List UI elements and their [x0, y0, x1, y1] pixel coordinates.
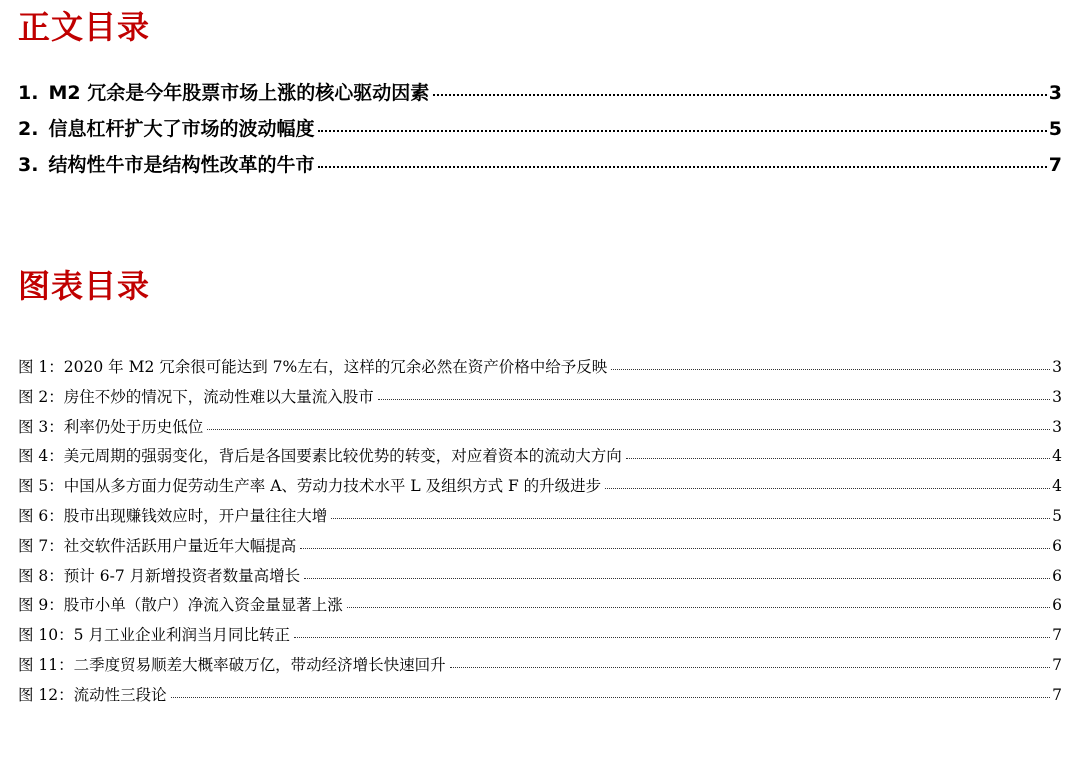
dot-leader: [347, 607, 1050, 608]
dot-leader: [171, 697, 1050, 698]
figure-list: [18, 355, 1062, 713]
dot-leader: [605, 488, 1050, 489]
toc-entry-page[interactable]: 5: [1048, 118, 1062, 140]
figure-entry[interactable]: [18, 444, 1062, 474]
toc-entry-number: 1.: [18, 82, 39, 104]
toc-entry-page[interactable]: 7: [1048, 154, 1062, 176]
toc-entry-number: 3.: [18, 154, 39, 176]
figure-entry[interactable]: [18, 564, 1062, 594]
figure-entry-page[interactable]: 6: [1052, 596, 1062, 615]
figures-heading: 图表目录: [18, 267, 151, 305]
figure-entry[interactable]: [18, 593, 1062, 623]
figure-entry-page[interactable]: 7: [1052, 655, 1062, 674]
dot-leader: [626, 458, 1050, 459]
figure-entry-title[interactable]: 股市出现赚钱效应时，开户量往往大增: [63, 506, 328, 525]
figure-entry-label: 图 10：: [18, 626, 74, 645]
figure-entry-title[interactable]: 5 月工业企业利润当月同比转正: [73, 626, 290, 645]
figure-entry-label: 图 8：: [18, 566, 64, 585]
figure-entry[interactable]: [18, 474, 1062, 504]
figure-entry[interactable]: [18, 683, 1062, 713]
toc-heading: 正文目录: [18, 8, 151, 46]
figure-entry-label: 图 7：: [18, 536, 64, 555]
figure-entry-title[interactable]: 股市小单（散户）净流入资金量显著上涨: [63, 596, 343, 615]
figure-entry-label: 图 1：: [18, 358, 64, 376]
figure-entry-label: 图 4：: [18, 447, 64, 466]
toc-list: [18, 78, 1062, 186]
toc-entry-title[interactable]: M2 冗余是今年股票市场上涨的核心驱动因素: [48, 82, 430, 104]
figure-entry-label: 图 11：: [18, 655, 74, 674]
toc-entry[interactable]: [18, 78, 1062, 114]
figure-entry-label: 图 5：: [18, 477, 64, 496]
figure-entry-title[interactable]: 流动性三段论: [73, 685, 167, 704]
dot-leader: [304, 578, 1050, 579]
figure-entry[interactable]: [18, 415, 1062, 445]
figure-entry-label: 图 9：: [18, 596, 64, 615]
figure-entry[interactable]: [18, 623, 1062, 653]
dot-leader: [450, 667, 1050, 668]
figure-entry-title[interactable]: 二季度贸易顺差大概率破万亿，带动经济增长快速回升: [73, 655, 446, 674]
figure-entry-page[interactable]: 5: [1052, 506, 1062, 525]
figure-entry[interactable]: [18, 385, 1062, 415]
dot-leader: [331, 518, 1050, 519]
figure-entry-title[interactable]: 房住不炒的情况下，流动性难以大量流入股市: [63, 387, 374, 406]
figure-entry-title[interactable]: 利率仍处于历史低位: [63, 417, 204, 436]
figure-entry-label: 图 2：: [18, 387, 64, 406]
figure-entry-label: 图 12：: [18, 685, 74, 704]
toc-entry[interactable]: [18, 150, 1062, 186]
figure-entry-page[interactable]: 3: [1052, 358, 1062, 376]
figure-entry-page[interactable]: 6: [1052, 566, 1062, 585]
dot-leader: [611, 369, 1050, 370]
toc-entry-page[interactable]: 3: [1048, 82, 1062, 104]
dot-leader: [433, 94, 1047, 96]
dot-leader: [207, 429, 1050, 430]
figure-entry-page[interactable]: 4: [1052, 447, 1062, 466]
figure-entry-label: 图 3：: [18, 417, 64, 436]
figure-entry[interactable]: [18, 504, 1062, 534]
dot-leader: [318, 166, 1046, 168]
dot-leader: [318, 130, 1046, 132]
toc-entry-title[interactable]: 结构性牛市是结构性改革的牛市: [48, 154, 315, 176]
figure-entry-page[interactable]: 6: [1052, 536, 1062, 555]
figure-entry-page[interactable]: 3: [1052, 387, 1062, 406]
figure-entry-title[interactable]: 2020 年 M2 冗余很可能达到 7%左右，这样的冗余必然在资产价格中给予反映: [63, 358, 608, 376]
figure-entry-title[interactable]: 中国从多方面力促劳动生产率 A、劳动力技术水平 L 及组织方式 F 的升级进步: [63, 477, 602, 496]
figure-entry-label: 图 6：: [18, 506, 64, 525]
dot-leader: [300, 548, 1050, 549]
figure-entry-page[interactable]: 4: [1052, 477, 1062, 496]
toc-entry[interactable]: [18, 114, 1062, 150]
figure-entry-title[interactable]: 社交软件活跃用户量近年大幅提高: [63, 536, 297, 555]
toc-entry-title[interactable]: 信息杠杆扩大了市场的波动幅度: [48, 118, 315, 140]
figure-entry-page[interactable]: 7: [1052, 685, 1062, 704]
figure-entry-title[interactable]: 预计 6-7 月新增投资者数量高增长: [63, 566, 301, 585]
figure-entry-page[interactable]: 7: [1052, 626, 1062, 645]
figure-entry-title[interactable]: 美元周期的强弱变化，背后是各国要素比较优势的转变，对应着资本的流动大方向: [63, 447, 622, 466]
figure-entry[interactable]: [18, 355, 1062, 385]
figure-entry[interactable]: [18, 653, 1062, 683]
dot-leader: [294, 637, 1050, 638]
dot-leader: [378, 399, 1050, 400]
figure-entry-page[interactable]: 3: [1052, 417, 1062, 436]
figure-entry[interactable]: [18, 534, 1062, 564]
toc-entry-number: 2.: [18, 118, 39, 140]
